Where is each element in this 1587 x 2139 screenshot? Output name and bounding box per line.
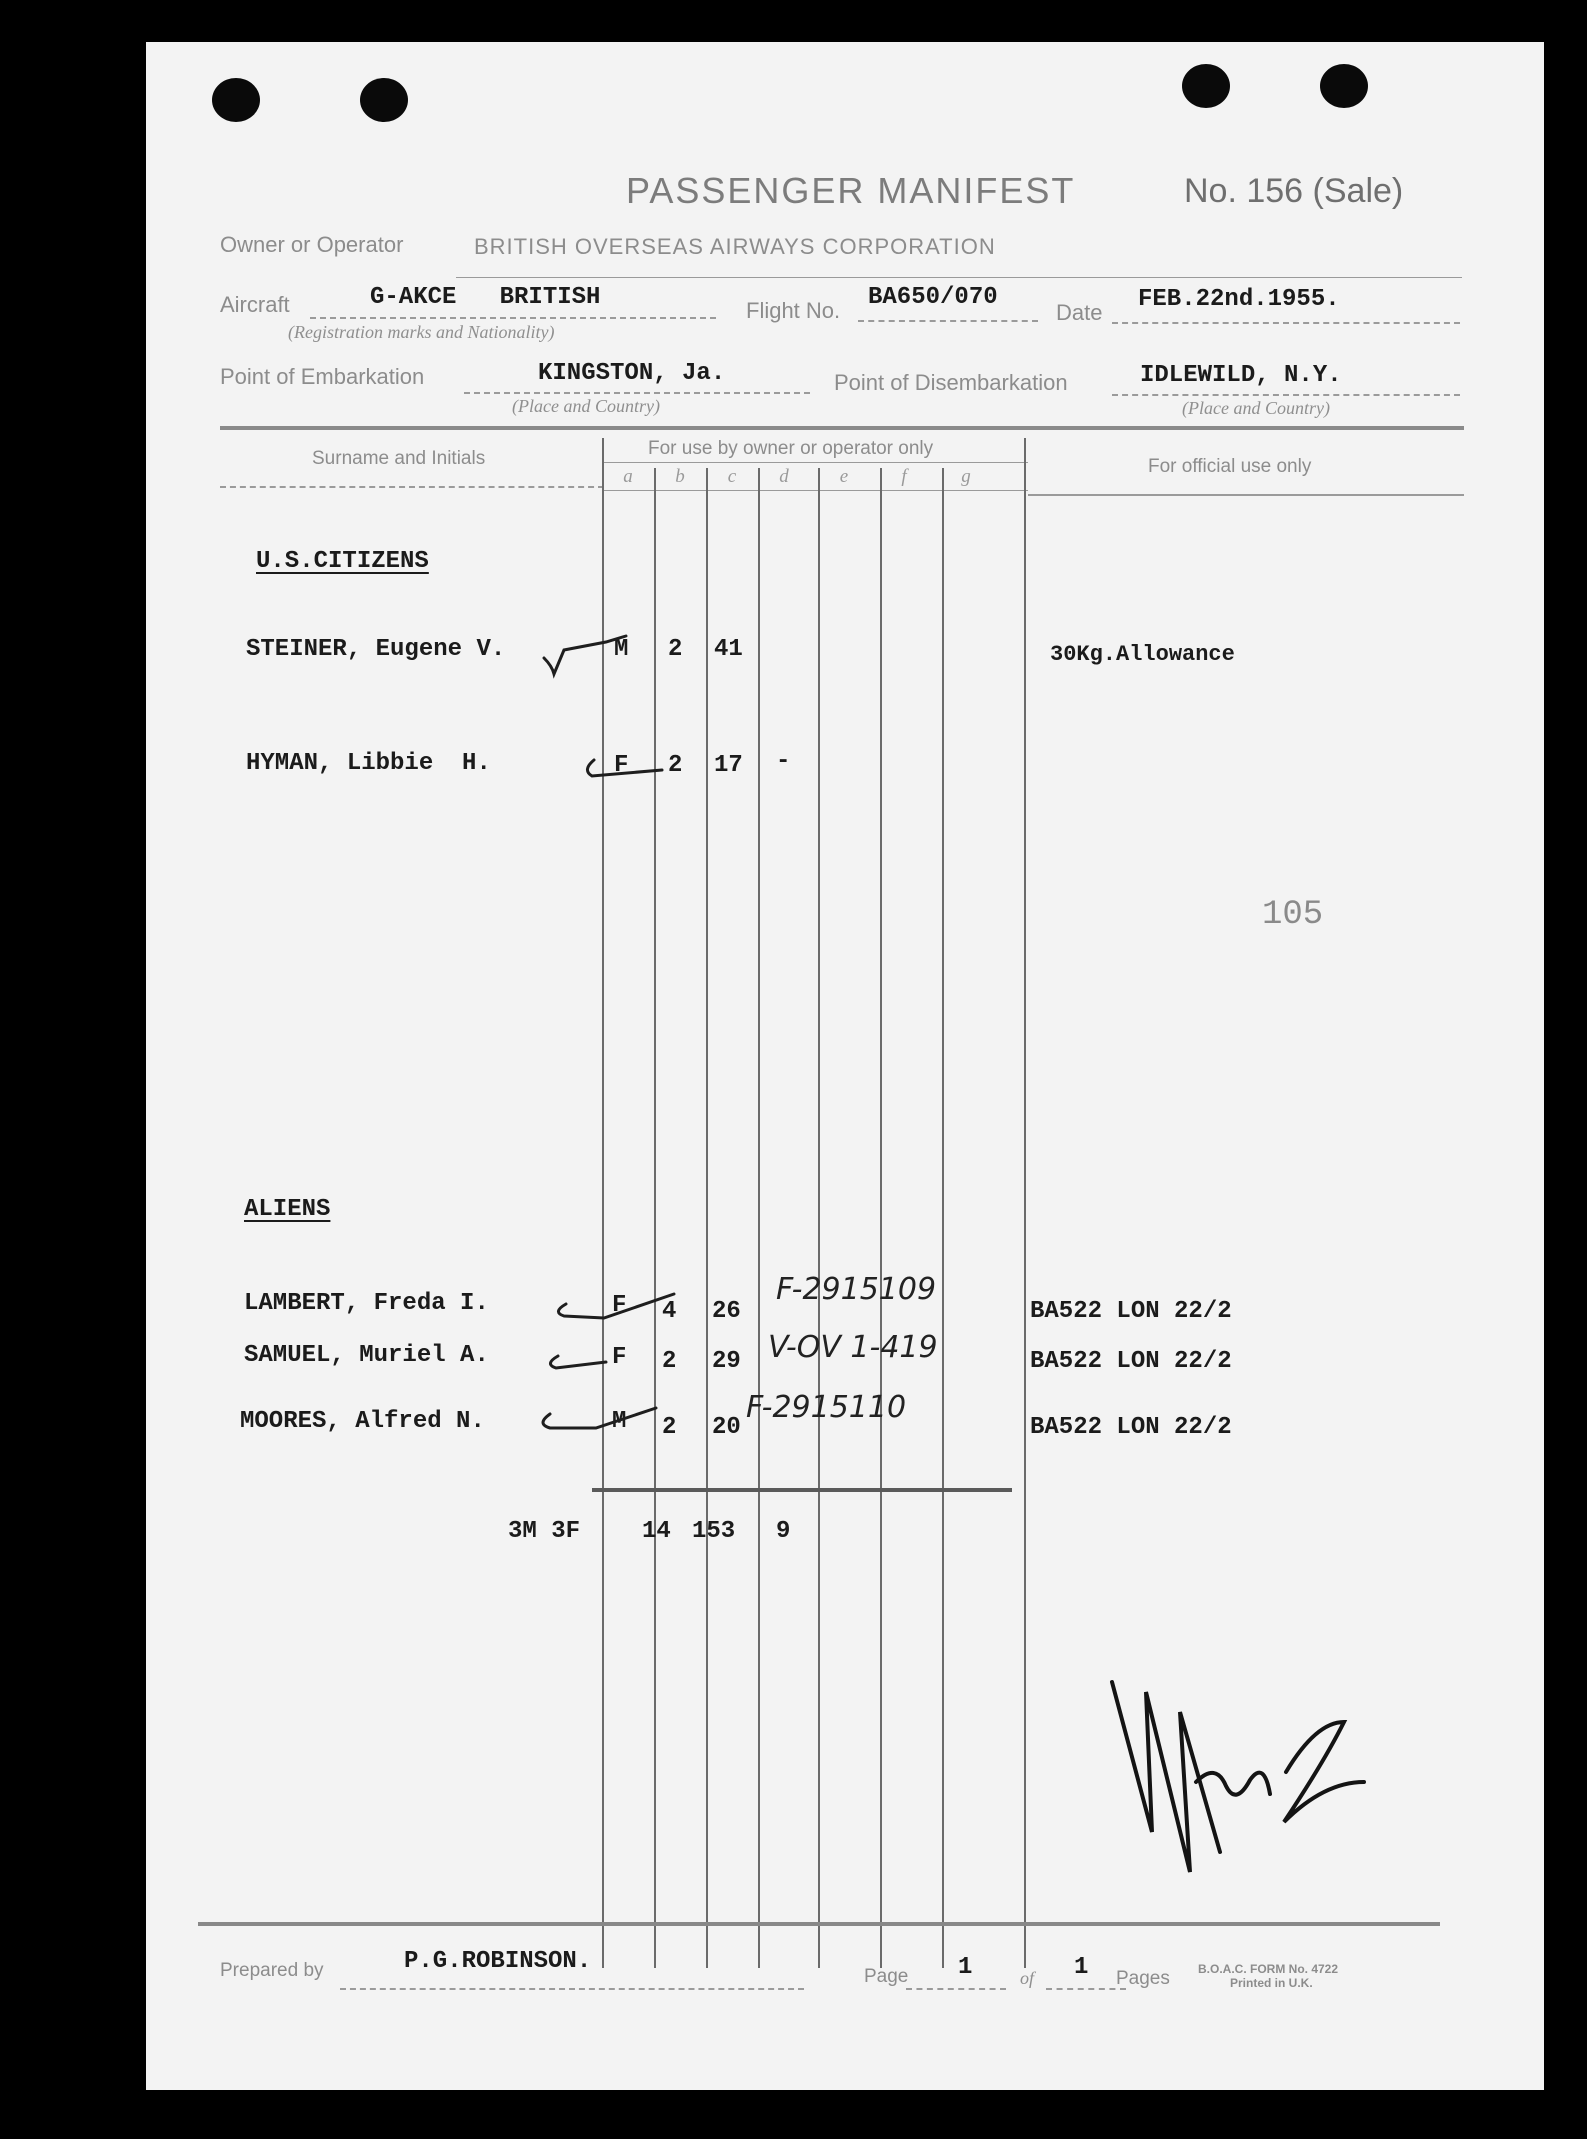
- official-note: BA522 LON 22/2: [1030, 1298, 1232, 1325]
- handwritten-passport: V-OV 1-419: [768, 1330, 938, 1365]
- totals-col-c: 153: [692, 1518, 736, 1545]
- passenger-sex: F: [612, 1292, 627, 1319]
- column-letter-e: e: [839, 466, 849, 487]
- column-letter-d: d: [779, 466, 789, 487]
- passenger-sex: M: [612, 1408, 627, 1435]
- pages-label: Pages: [1116, 1968, 1170, 1989]
- prepared-label: Prepared by: [220, 1960, 324, 1981]
- date-value: FEB.22nd.1955.: [1138, 286, 1340, 313]
- handwritten-passport: F-2915110: [746, 1390, 907, 1425]
- passenger-col-c: 41: [714, 636, 743, 663]
- section-heading-aliens: ALIENS: [244, 1196, 331, 1223]
- signature: [1112, 1682, 1364, 1872]
- punch-hole: [360, 78, 408, 122]
- owner-value: BRITISH OVERSEAS AIRWAYS CORPORATION: [474, 234, 996, 259]
- passenger-col-b: 2: [668, 636, 683, 663]
- embark-note: (Place and Country): [512, 396, 660, 416]
- column-letter-f: f: [901, 466, 907, 487]
- aircraft-note: (Registration marks and Nationality): [288, 322, 555, 342]
- column-letter-a: a: [623, 466, 633, 487]
- form-code: B.O.A.C. FORM No. 4722: [1198, 1962, 1339, 1976]
- official-header: For official use only: [1148, 456, 1312, 477]
- passenger-name: SAMUEL, Muriel A.: [244, 1342, 489, 1369]
- section-heading-us-citizens: U.S.CITIZENS: [256, 548, 429, 575]
- passenger-col-c: 20: [712, 1414, 741, 1441]
- embark-value: KINGSTON, Ja.: [538, 360, 726, 387]
- column-letter-b: b: [675, 466, 685, 487]
- passenger-col-c: 26: [712, 1298, 741, 1325]
- passenger-name: HYMAN, Libbie H.: [246, 750, 491, 777]
- passenger-sex: M: [614, 636, 629, 663]
- passenger-col-b: 2: [662, 1414, 677, 1441]
- pen-marks: [146, 42, 1544, 2090]
- owner-use-header: For use by owner or operator only: [648, 438, 934, 459]
- date-label: Date: [1056, 300, 1103, 325]
- punch-hole: [1320, 64, 1368, 108]
- owner-label: Owner or Operator: [220, 232, 404, 257]
- totals-col-b: 14: [642, 1518, 671, 1545]
- passenger-sex: F: [612, 1344, 627, 1371]
- page-label: Page: [864, 1966, 909, 1987]
- embark-label: Point of Embarkation: [220, 364, 425, 389]
- passenger-sex: F: [614, 752, 629, 779]
- form-title: PASSENGER MANIFEST: [626, 170, 1076, 211]
- manifest-number: No. 156 (Sale): [1184, 172, 1404, 210]
- stamp-number: 105: [1262, 896, 1324, 934]
- prepared-value: P.G.ROBINSON.: [404, 1948, 592, 1975]
- passenger-col-b: 2: [662, 1348, 677, 1375]
- flight-label: Flight No.: [746, 298, 841, 323]
- disembark-value: IDLEWILD, N.Y.: [1140, 362, 1342, 389]
- disembark-label: Point of Disembarkation: [834, 370, 1068, 395]
- surname-header: Surname and Initials: [312, 448, 486, 469]
- passenger-col-d: -: [776, 748, 791, 775]
- aircraft-label: Aircraft: [220, 292, 290, 317]
- page-total: 1: [1074, 1954, 1089, 1981]
- page-num: 1: [958, 1954, 973, 1981]
- printed-note: Printed in U.K.: [1230, 1976, 1313, 1990]
- totals-col-d: 9: [776, 1518, 791, 1545]
- totals-label: 3M 3F: [508, 1518, 581, 1545]
- official-note: BA522 LON 22/2: [1030, 1348, 1232, 1375]
- column-letter-g: g: [961, 466, 971, 487]
- passenger-col-b: 2: [668, 752, 683, 779]
- disembark-note: (Place and Country): [1182, 398, 1330, 418]
- passenger-name: MOORES, Alfred N.: [240, 1408, 485, 1435]
- passenger-col-c: 17: [714, 752, 743, 779]
- aircraft-value: G-AKCE BRITISH: [370, 284, 601, 311]
- manifest-page: [146, 42, 1544, 2090]
- of-label: of: [1020, 1968, 1035, 1988]
- passenger-name: STEINER, Eugene V.: [246, 636, 506, 663]
- handwritten-passport: F-2915109: [776, 1272, 937, 1307]
- passenger-name: LAMBERT, Freda I.: [244, 1290, 489, 1317]
- flight-value: BA650/070: [868, 284, 998, 311]
- punch-hole: [212, 78, 260, 122]
- punch-hole: [1182, 64, 1230, 108]
- passenger-col-b: 4: [662, 1298, 677, 1325]
- column-letter-c: c: [727, 466, 737, 487]
- official-note: 30Kg.Allowance: [1050, 642, 1235, 667]
- official-note: BA522 LON 22/2: [1030, 1414, 1232, 1441]
- passenger-col-c: 29: [712, 1348, 741, 1375]
